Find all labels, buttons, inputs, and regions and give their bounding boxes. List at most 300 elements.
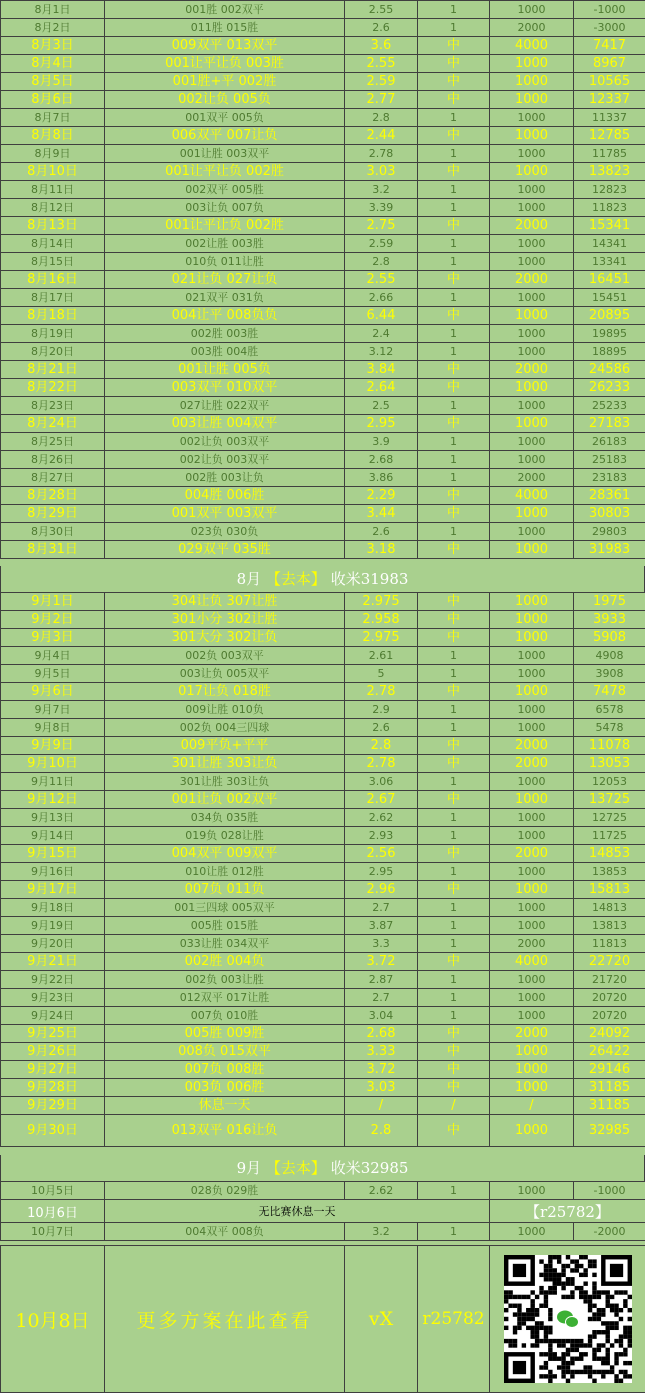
cell-date: 8月27日 xyxy=(1,469,105,487)
cell-stake: 2000 xyxy=(490,737,574,755)
cell-result: 中 xyxy=(418,37,490,55)
cell-result: 中 xyxy=(418,307,490,325)
cell-odds: 2.8 xyxy=(345,253,418,271)
cell-date: 9月30日 xyxy=(1,1115,105,1147)
cell-balance: 5478 xyxy=(574,719,645,737)
cell-odds: 3.03 xyxy=(345,1079,418,1097)
cell-odds: 2.78 xyxy=(345,683,418,701)
cell-code: 【r25782】 xyxy=(490,1200,645,1223)
table-row-no-match xyxy=(1,1200,645,1223)
table-row xyxy=(1,181,645,199)
wechat-qr-code-icon[interactable] xyxy=(504,1255,632,1383)
cell-balance: 13053 xyxy=(574,755,645,773)
cell-result: 1 xyxy=(418,523,490,541)
cell-result: 中 xyxy=(418,593,490,611)
table-row xyxy=(1,145,645,163)
cell-picks: 003让负 005双平 xyxy=(105,665,345,683)
cell-date: 9月28日 xyxy=(1,1079,105,1097)
cell-odds: 2.56 xyxy=(345,845,418,863)
cell-stake: 2000 xyxy=(490,271,574,289)
cell-stake: 2000 xyxy=(490,935,574,953)
cell-odds: 2.66 xyxy=(345,289,418,307)
cell-odds: 2.55 xyxy=(345,271,418,289)
cell-odds: 2.61 xyxy=(345,647,418,665)
october-results-table xyxy=(0,1181,645,1241)
cell-result: 1 xyxy=(418,145,490,163)
cell-balance: 31185 xyxy=(574,1079,645,1097)
cell-result: 中 xyxy=(418,737,490,755)
cell-balance: -2000 xyxy=(574,1223,645,1241)
cell-result: 1 xyxy=(418,19,490,37)
cell-result: 中 xyxy=(418,163,490,181)
cell-picks: 005胜 009胜 xyxy=(105,1025,345,1043)
cell-balance: 11785 xyxy=(574,145,645,163)
cell-date: 8月4日 xyxy=(1,55,105,73)
cell-stake: 1000 xyxy=(490,809,574,827)
cell-balance: 27183 xyxy=(574,415,645,433)
cell-balance: 26233 xyxy=(574,379,645,397)
cell-balance: 12785 xyxy=(574,127,645,145)
cell-date: 9月7日 xyxy=(1,701,105,719)
cell-stake: 1000 xyxy=(490,307,574,325)
table-row xyxy=(1,1223,645,1241)
table-row xyxy=(1,953,645,971)
cell-odds: 3.39 xyxy=(345,199,418,217)
cell-balance: 25233 xyxy=(574,397,645,415)
cell-balance: 4908 xyxy=(574,647,645,665)
cell-date: 8月6日 xyxy=(1,91,105,109)
cell-balance: 19895 xyxy=(574,325,645,343)
cell-stake: / xyxy=(490,1097,574,1115)
cell-balance: -3000 xyxy=(574,19,645,37)
cell-stake: 1000 xyxy=(490,145,574,163)
cell-odds: 2.8 xyxy=(345,109,418,127)
cell-date: 9月22日 xyxy=(1,971,105,989)
cell-balance: 20895 xyxy=(574,307,645,325)
cell-picks: 013双平 016让负 xyxy=(105,1115,345,1147)
summary-tag: 【去本】 xyxy=(265,1159,326,1177)
cell-balance: 31983 xyxy=(574,541,645,559)
cell-picks: 003胜 004胜 xyxy=(105,343,345,361)
summary-month: 9月 xyxy=(236,1159,262,1177)
cell-date: 9月8日 xyxy=(1,719,105,737)
cell-stake: 1000 xyxy=(490,109,574,127)
cell-odds: 3.04 xyxy=(345,1007,418,1025)
cell-stake: 1000 xyxy=(490,163,574,181)
cell-date: 9月13日 xyxy=(1,809,105,827)
cell-balance: 29146 xyxy=(574,1061,645,1079)
table-row xyxy=(1,665,645,683)
cell-result: 1 xyxy=(418,325,490,343)
cell-stake: 1000 xyxy=(490,1079,574,1097)
cell-odds: 2.75 xyxy=(345,217,418,235)
cell-picks: 001让胜 005负 xyxy=(105,361,345,379)
cell-balance: 12725 xyxy=(574,809,645,827)
cell-stake: 1000 xyxy=(490,289,574,307)
cell-odds: 2.8 xyxy=(345,737,418,755)
cell-stake: 1000 xyxy=(490,1043,574,1061)
cell-stake: 1000 xyxy=(490,235,574,253)
cell-date: 9月16日 xyxy=(1,863,105,881)
cell-picks: 002胜 003让负 xyxy=(105,469,345,487)
cell-picks: 034负 035胜 xyxy=(105,809,345,827)
cell-balance: 20720 xyxy=(574,1007,645,1025)
cell-picks: 002双平 005胜 xyxy=(105,181,345,199)
cell-date: 8月22日 xyxy=(1,379,105,397)
table-row xyxy=(1,1025,645,1043)
cell-stake: 1000 xyxy=(490,253,574,271)
cell-date: 8月10日 xyxy=(1,163,105,181)
cell-odds: 2.958 xyxy=(345,611,418,629)
cell-balance: 13341 xyxy=(574,253,645,271)
cell-result: 1 xyxy=(418,181,490,199)
cell-balance: 23183 xyxy=(574,469,645,487)
table-row xyxy=(1,1043,645,1061)
cell-result: 1 xyxy=(418,433,490,451)
cell-date: 9月19日 xyxy=(1,917,105,935)
cell-odds: 2.8 xyxy=(345,1115,418,1147)
table-row xyxy=(1,361,645,379)
cell-stake: 1000 xyxy=(490,397,574,415)
cell-odds: 2.68 xyxy=(345,451,418,469)
cell-stake: 1000 xyxy=(490,791,574,809)
august-results-table xyxy=(0,0,645,559)
cell-result: / xyxy=(418,1097,490,1115)
summary-tag: 【去本】 xyxy=(265,570,326,588)
cell-balance: 21720 xyxy=(574,971,645,989)
cell-picks: 003双平 010双平 xyxy=(105,379,345,397)
cell-date: 9月12日 xyxy=(1,791,105,809)
cell-date: 8月18日 xyxy=(1,307,105,325)
table-row xyxy=(1,415,645,433)
cell-date: 8月12日 xyxy=(1,199,105,217)
cell-picks: 029双平 035胜 xyxy=(105,541,345,559)
cell-stake: 2000 xyxy=(490,469,574,487)
table-row xyxy=(1,325,645,343)
cell-date: 9月17日 xyxy=(1,881,105,899)
cell-result: 1 xyxy=(418,1182,490,1200)
cell-odds: 2.62 xyxy=(345,809,418,827)
cell-stake: 2000 xyxy=(490,755,574,773)
cell-picks: 007负 011负 xyxy=(105,881,345,899)
cell-picks: 301小分 302让胜 xyxy=(105,611,345,629)
table-row xyxy=(1,1182,645,1200)
cell-stake: 1000 xyxy=(490,127,574,145)
table-row xyxy=(1,701,645,719)
table-row-rest-day xyxy=(1,1097,645,1115)
cell-stake: 1000 xyxy=(490,611,574,629)
cell-odds: 2.5 xyxy=(345,397,418,415)
cell-stake: 1000 xyxy=(490,1182,574,1200)
cell-odds: 2.87 xyxy=(345,971,418,989)
cell-picks: 019负 028让胜 xyxy=(105,827,345,845)
cell-date: 10月6日 xyxy=(1,1200,105,1223)
cell-odds: 2.44 xyxy=(345,127,418,145)
cell-picks: 304让负 307让胜 xyxy=(105,593,345,611)
cell-date: 9月5日 xyxy=(1,665,105,683)
cell-result: 中 xyxy=(418,91,490,109)
cell-picks: 004双平 009双平 xyxy=(105,845,345,863)
table-row xyxy=(1,647,645,665)
cell-stake: 2000 xyxy=(490,845,574,863)
cell-date: 8月1日 xyxy=(1,1,105,19)
cell-odds: 2.93 xyxy=(345,827,418,845)
cell-date: 8月5日 xyxy=(1,73,105,91)
cell-date: 8月24日 xyxy=(1,415,105,433)
cell-balance: 26422 xyxy=(574,1043,645,1061)
cell-stake: 1000 xyxy=(490,701,574,719)
cell-stake: 2000 xyxy=(490,1025,574,1043)
cell-balance: 14813 xyxy=(574,899,645,917)
table-row xyxy=(1,73,645,91)
table-row xyxy=(1,37,645,55)
cell-balance: 14853 xyxy=(574,845,645,863)
cell-balance: 1975 xyxy=(574,593,645,611)
table-row xyxy=(1,611,645,629)
cell-result: 中 xyxy=(418,755,490,773)
cell-balance: 13823 xyxy=(574,163,645,181)
cell-date: 9月18日 xyxy=(1,899,105,917)
cell-balance: -1000 xyxy=(574,1182,645,1200)
cell-picks: 002让负 005负 xyxy=(105,91,345,109)
cell-date: 8月14日 xyxy=(1,235,105,253)
table-row xyxy=(1,379,645,397)
table-row xyxy=(1,289,645,307)
cell-result: 1 xyxy=(418,917,490,935)
cell-date: 8月26日 xyxy=(1,451,105,469)
cell-balance: 11823 xyxy=(574,199,645,217)
cell-picks: 002让负 003双平 xyxy=(105,433,345,451)
cell-date: 8月19日 xyxy=(1,325,105,343)
cell-stake: 2000 xyxy=(490,19,574,37)
cell-result: 中 xyxy=(418,1043,490,1061)
cell-odds: 2.95 xyxy=(345,415,418,433)
cell-date: 9月4日 xyxy=(1,647,105,665)
cell-result: 1 xyxy=(418,935,490,953)
cell-odds: 2.6 xyxy=(345,523,418,541)
august-summary xyxy=(0,566,645,592)
table-row xyxy=(1,19,645,37)
cell-odds: 2.62 xyxy=(345,1182,418,1200)
cell-stake: 1000 xyxy=(490,827,574,845)
cell-odds: 3.33 xyxy=(345,1043,418,1061)
footer-promo-text: 更多方案在此查看 xyxy=(105,1246,345,1393)
cell-picks: 009让胜 010负 xyxy=(105,701,345,719)
cell-picks: 001双平 005负 xyxy=(105,109,345,127)
cell-result: 1 xyxy=(418,289,490,307)
cell-stake: 1000 xyxy=(490,1223,574,1241)
cell-balance: 13725 xyxy=(574,791,645,809)
cell-stake: 1000 xyxy=(490,73,574,91)
cell-picks: 004让平 008负负 xyxy=(105,307,345,325)
cell-result: 1 xyxy=(418,1007,490,1025)
cell-stake: 1000 xyxy=(490,433,574,451)
cell-result: 1 xyxy=(418,989,490,1007)
cell-date: 8月28日 xyxy=(1,487,105,505)
cell-result: 中 xyxy=(418,1115,490,1147)
table-row xyxy=(1,271,645,289)
table-row xyxy=(1,55,645,73)
cell-result: 1 xyxy=(418,451,490,469)
cell-result: 1 xyxy=(418,235,490,253)
cell-stake: 1000 xyxy=(490,971,574,989)
table-row xyxy=(1,541,645,559)
cell-result: 1 xyxy=(418,899,490,917)
cell-balance: 13853 xyxy=(574,863,645,881)
cell-picks: 001让平让负 002胜 xyxy=(105,163,345,181)
cell-date: 10月7日 xyxy=(1,1223,105,1241)
table-row xyxy=(1,343,645,361)
cell-result: 1 xyxy=(418,719,490,737)
cell-result: 中 xyxy=(418,73,490,91)
cell-date: 9月11日 xyxy=(1,773,105,791)
table-row xyxy=(1,307,645,325)
cell-date: 8月21日 xyxy=(1,361,105,379)
cell-odds: 6.44 xyxy=(345,307,418,325)
cell-odds: 3.6 xyxy=(345,37,418,55)
cell-balance: 7478 xyxy=(574,683,645,701)
cell-date: 9月21日 xyxy=(1,953,105,971)
cell-stake: 2000 xyxy=(490,217,574,235)
cell-stake: 1000 xyxy=(490,683,574,701)
cell-date: 9月29日 xyxy=(1,1097,105,1115)
cell-picks: 001胜+平 002胜 xyxy=(105,73,345,91)
cell-result: 1 xyxy=(418,253,490,271)
table-row xyxy=(1,881,645,899)
cell-stake: 4000 xyxy=(490,37,574,55)
cell-picks: 002负 004三四球 xyxy=(105,719,345,737)
cell-stake: 1000 xyxy=(490,1115,574,1147)
table-row xyxy=(1,1,645,19)
cell-odds: 2.67 xyxy=(345,791,418,809)
cell-balance: 18895 xyxy=(574,343,645,361)
cell-balance: 12053 xyxy=(574,773,645,791)
cell-balance: 11337 xyxy=(574,109,645,127)
cell-result: 中 xyxy=(418,683,490,701)
cell-stake: 1000 xyxy=(490,629,574,647)
table-row xyxy=(1,935,645,953)
cell-picks: 001让负 002双平 xyxy=(105,791,345,809)
cell-result: 中 xyxy=(418,217,490,235)
cell-odds: 3.06 xyxy=(345,773,418,791)
cell-result: 中 xyxy=(418,415,490,433)
cell-picks: 003让负 007负 xyxy=(105,199,345,217)
cell-stake: 1000 xyxy=(490,325,574,343)
summary-month: 8月 xyxy=(236,570,262,588)
cell-date: 8月23日 xyxy=(1,397,105,415)
cell-balance: 3933 xyxy=(574,611,645,629)
cell-stake: 1000 xyxy=(490,863,574,881)
cell-result: 1 xyxy=(418,971,490,989)
cell-date: 8月7日 xyxy=(1,109,105,127)
cell-odds: 3.9 xyxy=(345,433,418,451)
cell-odds: 2.6 xyxy=(345,19,418,37)
september-summary xyxy=(0,1155,645,1181)
cell-result: 1 xyxy=(418,469,490,487)
cell-stake: 1000 xyxy=(490,593,574,611)
cell-result: 中 xyxy=(418,791,490,809)
cell-stake: 1000 xyxy=(490,1007,574,1025)
cell-date: 8月31日 xyxy=(1,541,105,559)
cell-date: 10月5日 xyxy=(1,1182,105,1200)
cell-stake: 4000 xyxy=(490,487,574,505)
table-row xyxy=(1,629,645,647)
cell-picks: 028负 029胜 xyxy=(105,1182,345,1200)
cell-picks: 007负 008胜 xyxy=(105,1061,345,1079)
cell-picks: 005胜 015胜 xyxy=(105,917,345,935)
table-row xyxy=(1,253,645,271)
cell-result: 中 xyxy=(418,1025,490,1043)
table-row xyxy=(1,755,645,773)
cell-date: 9月27日 xyxy=(1,1061,105,1079)
cell-picks: 301让胜 303让负 xyxy=(105,755,345,773)
cell-odds: 2.78 xyxy=(345,755,418,773)
table-row xyxy=(1,683,645,701)
cell-balance: 7417 xyxy=(574,37,645,55)
cell-date: 8月2日 xyxy=(1,19,105,37)
cell-picks: 002负 003双平 xyxy=(105,647,345,665)
cell-picks: 301让胜 303让负 xyxy=(105,773,345,791)
table-row xyxy=(1,593,645,611)
table-row xyxy=(1,791,645,809)
cell-result: 1 xyxy=(418,109,490,127)
cell-picks: 004双平 008负 xyxy=(105,1223,345,1241)
cell-picks: 001让平让负 003胜 xyxy=(105,55,345,73)
table-row xyxy=(1,91,645,109)
cell-date: 8月30日 xyxy=(1,523,105,541)
cell-balance: 14341 xyxy=(574,235,645,253)
cell-picks: 休息一天 xyxy=(105,1097,345,1115)
cell-picks: 002让胜 003胜 xyxy=(105,235,345,253)
cell-picks: 017让负 018胜 xyxy=(105,683,345,701)
cell-result: 中 xyxy=(418,953,490,971)
cell-odds: 3.12 xyxy=(345,343,418,361)
cell-picks: 001让胜 003双平 xyxy=(105,145,345,163)
cell-stake: 1000 xyxy=(490,665,574,683)
cell-odds: 2.59 xyxy=(345,73,418,91)
cell-note: 无比赛休息一天 xyxy=(105,1200,490,1223)
cell-picks: 008负 015双平 xyxy=(105,1043,345,1061)
footer-date: 10月8日 xyxy=(1,1246,105,1393)
table-row xyxy=(1,217,645,235)
table-row xyxy=(1,487,645,505)
cell-picks: 009平负+平平 xyxy=(105,737,345,755)
table-row xyxy=(1,737,645,755)
cell-date: 9月23日 xyxy=(1,989,105,1007)
cell-stake: 2000 xyxy=(490,361,574,379)
cell-balance: 11725 xyxy=(574,827,645,845)
cell-result: 中 xyxy=(418,361,490,379)
cell-odds: 2.64 xyxy=(345,379,418,397)
cell-result: 1 xyxy=(418,343,490,361)
cell-picks: 021双平 031负 xyxy=(105,289,345,307)
cell-result: 1 xyxy=(418,397,490,415)
cell-balance: 12337 xyxy=(574,91,645,109)
cell-odds: 3.84 xyxy=(345,361,418,379)
cell-odds: 2.975 xyxy=(345,593,418,611)
cell-picks: 002负 003让胜 xyxy=(105,971,345,989)
table-row xyxy=(1,899,645,917)
table-row xyxy=(1,989,645,1007)
cell-date: 9月14日 xyxy=(1,827,105,845)
table-row xyxy=(1,469,645,487)
footer-promo xyxy=(0,1245,645,1393)
cell-picks: 021让负 027让负 xyxy=(105,271,345,289)
cell-result: 中 xyxy=(418,541,490,559)
cell-date: 9月20日 xyxy=(1,935,105,953)
cell-picks: 010负 011让胜 xyxy=(105,253,345,271)
cell-odds: 5 xyxy=(345,665,418,683)
